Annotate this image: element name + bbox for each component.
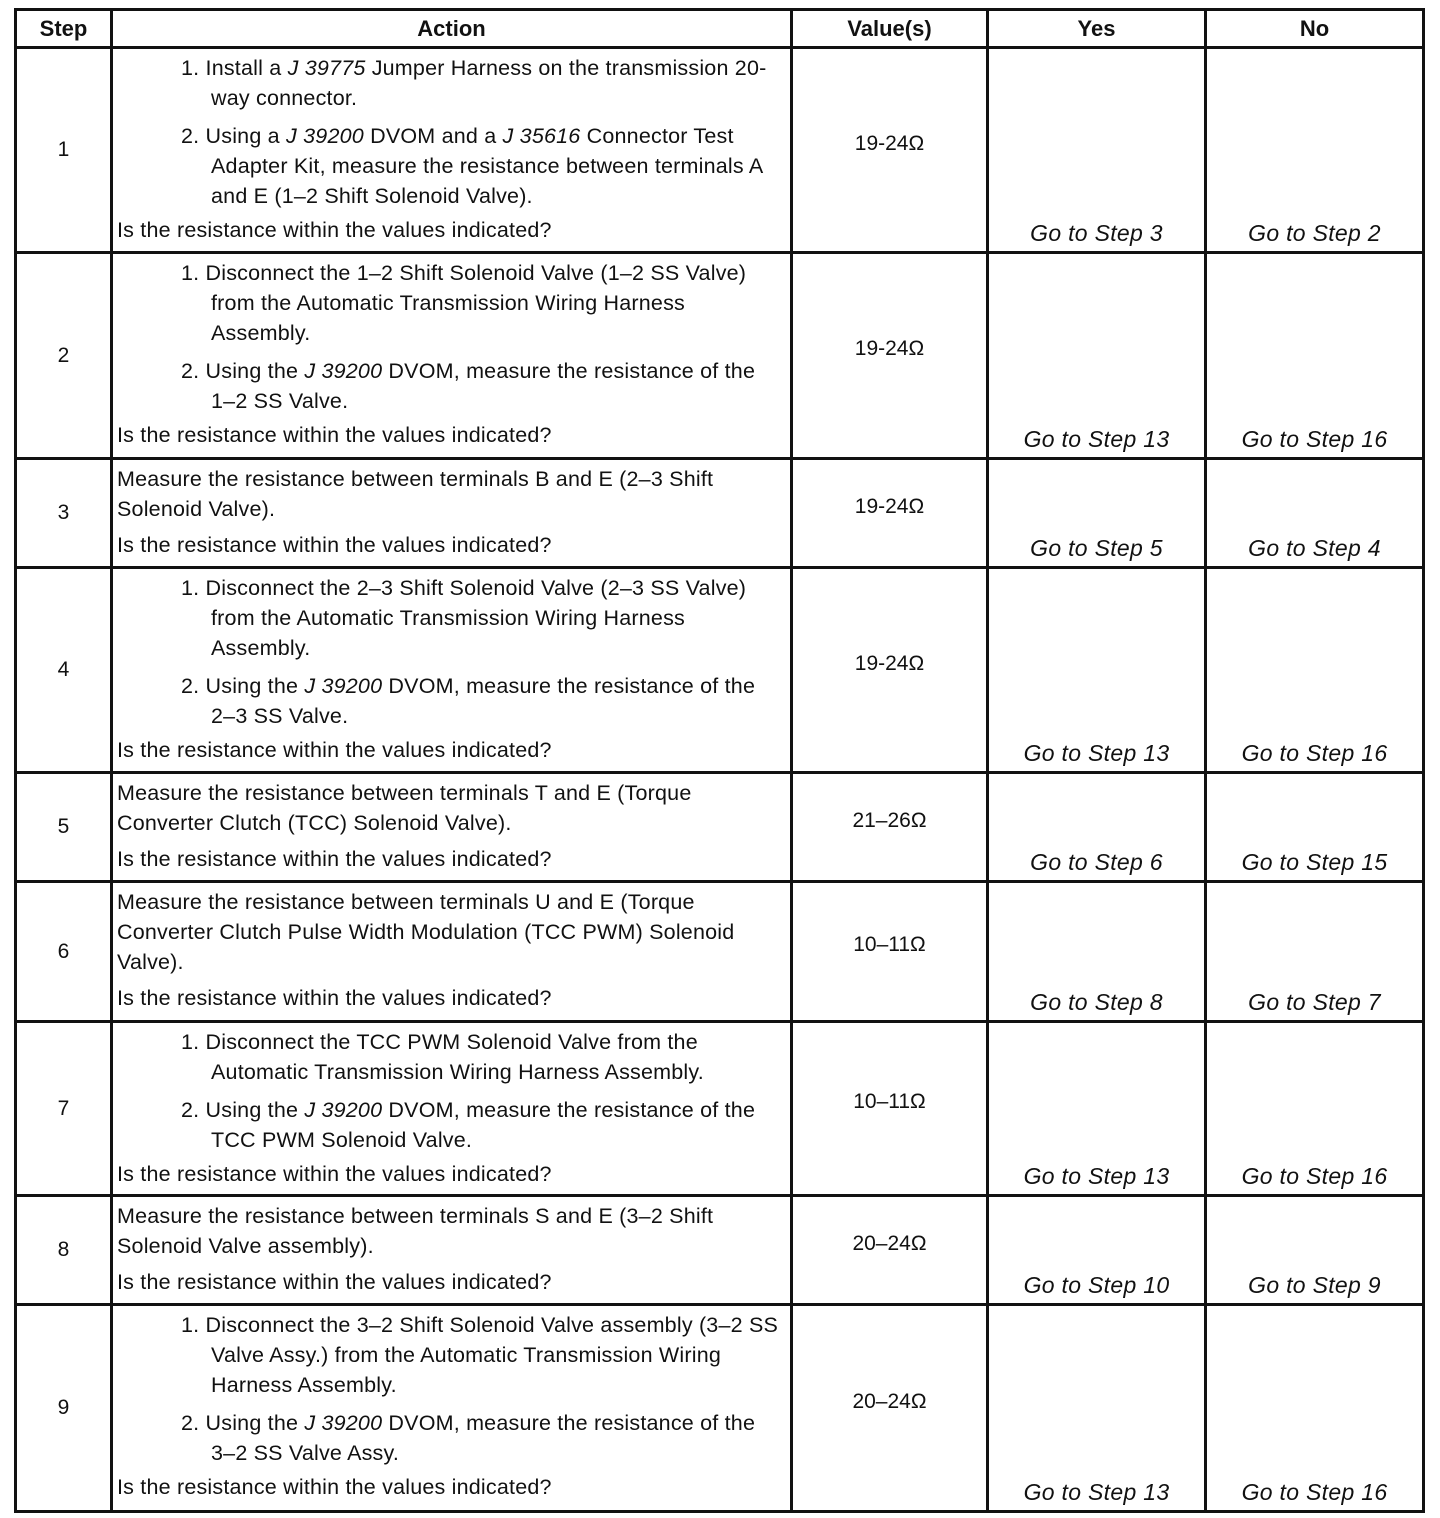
no-result: Go to Step 16 — [1206, 1305, 1424, 1512]
action-text: DVOM and a — [363, 124, 503, 148]
action-cell — [112, 568, 792, 773]
header-values: Value(s) — [792, 10, 988, 48]
resistance-value: 20–24Ω — [792, 1196, 988, 1305]
action-cell — [112, 1305, 792, 1512]
step-marker: 2. — [181, 1098, 206, 1122]
action-steps — [117, 53, 782, 211]
action-step-item — [181, 1310, 782, 1400]
yes-result: Go to Step 5 — [988, 459, 1206, 568]
yes-result: Go to Step 8 — [988, 882, 1206, 1022]
action-cell — [112, 1196, 792, 1305]
header-row — [16, 10, 1424, 48]
action-text: Install a — [205, 56, 288, 80]
no-result: Go to Step 2 — [1206, 48, 1424, 253]
resistance-value: 19-24Ω — [792, 459, 988, 568]
action-text: Using the — [205, 674, 305, 698]
action-text: Connector Test Adapter Kit, measure the resistance between terminals A and E (1–2 Shift Solenoid Valve). — [211, 124, 763, 208]
action-step-item — [181, 573, 782, 663]
step-marker: 2. — [181, 1411, 206, 1435]
table-row — [16, 568, 1424, 773]
step-marker: 1. — [181, 1030, 206, 1054]
tool-reference: J 35616 — [502, 124, 581, 148]
yes-result: Go to Step 13 — [988, 568, 1206, 773]
step-number: 9 — [16, 1305, 112, 1512]
resistance-value: 10–11Ω — [792, 882, 988, 1022]
yes-result: Go to Step 13 — [988, 1305, 1206, 1512]
action-instruction: Measure the resistance between terminals B and E (2–3 Shift Solenoid Valve). — [117, 467, 714, 521]
action-question: Is the resistance within the values indicated? — [117, 218, 552, 242]
step-marker: 2. — [181, 359, 206, 383]
table-row — [16, 882, 1424, 1022]
action-text: Using the — [205, 1411, 305, 1435]
step-number: 5 — [16, 773, 112, 882]
action-question: Is the resistance within the values indicated? — [117, 986, 552, 1010]
action-text: Using the — [205, 1098, 305, 1122]
tool-reference: J 39775 — [287, 56, 366, 80]
diagnostic-table — [14, 8, 1425, 1513]
no-result: Go to Step 9 — [1206, 1196, 1424, 1305]
no-result: Go to Step 16 — [1206, 568, 1424, 773]
yes-result: Go to Step 6 — [988, 773, 1206, 882]
action-text: Using the — [205, 359, 305, 383]
table-row — [16, 1022, 1424, 1196]
resistance-value: 19-24Ω — [792, 253, 988, 459]
step-number: 3 — [16, 459, 112, 568]
no-result: Go to Step 16 — [1206, 1022, 1424, 1196]
header-no: No — [1206, 10, 1424, 48]
action-question: Is the resistance within the values indicated? — [117, 1162, 552, 1186]
action-step-item — [181, 1027, 782, 1087]
action-cell — [112, 773, 792, 882]
header-yes: Yes — [988, 10, 1206, 48]
table-row — [16, 48, 1424, 253]
step-marker: 1. — [181, 56, 206, 80]
action-question: Is the resistance within the values indicated? — [117, 847, 552, 871]
no-result: Go to Step 16 — [1206, 253, 1424, 459]
tool-reference: J 39200 — [304, 359, 383, 383]
action-step-item — [181, 1408, 782, 1468]
action-text: Disconnect the 1–2 Shift Solenoid Valve (1–2 SS Valve) from the Automatic Transmission Wiring Harness Assembly. — [205, 261, 747, 345]
action-text: Disconnect the 3–2 Shift Solenoid Valve assembly (3–2 SS Valve Assy.) from the Automatic Transmission Wiring Harness Assembly. — [205, 1313, 779, 1397]
step-number: 7 — [16, 1022, 112, 1196]
action-instruction: Measure the resistance between terminals T and E (Torque Converter Clutch (TCC) Solenoid Valve). — [117, 781, 692, 835]
action-text: DVOM, measure the resistance of the TCC PWM Solenoid Valve. — [211, 1098, 756, 1152]
header-step: Step — [16, 10, 112, 48]
action-steps — [117, 1027, 782, 1155]
action-instruction: Measure the resistance between terminals U and E (Torque Converter Clutch Pulse Width Modulation (TCC PWM) Solenoid Valve). — [117, 890, 735, 974]
action-steps — [117, 573, 782, 731]
yes-result: Go to Step 13 — [988, 253, 1206, 459]
table-row — [16, 1305, 1424, 1512]
action-steps — [117, 258, 782, 416]
action-text: DVOM, measure the resistance of the 3–2 SS Valve Assy. — [211, 1411, 756, 1465]
step-number: 1 — [16, 48, 112, 253]
no-result: Go to Step 4 — [1206, 459, 1424, 568]
resistance-value: 10–11Ω — [792, 1022, 988, 1196]
action-text: DVOM, measure the resistance of the 1–2 SS Valve. — [211, 359, 756, 413]
action-question: Is the resistance within the values indicated? — [117, 423, 552, 447]
action-text: Disconnect the TCC PWM Solenoid Valve from the Automatic Transmission Wiring Harness Assembly. — [205, 1030, 704, 1084]
action-question: Is the resistance within the values indicated? — [117, 738, 552, 762]
step-marker: 1. — [181, 576, 206, 600]
action-cell — [112, 882, 792, 1022]
tool-reference: J 39200 — [304, 674, 383, 698]
action-text: Using a — [205, 124, 286, 148]
action-question: Is the resistance within the values indicated? — [117, 1270, 552, 1294]
step-marker: 1. — [181, 1313, 206, 1337]
action-instruction: Measure the resistance between terminals S and E (3–2 Shift Solenoid Valve assembly). — [117, 1204, 714, 1258]
step-number: 6 — [16, 882, 112, 1022]
action-step-item — [181, 53, 782, 113]
action-steps — [117, 1310, 782, 1468]
step-number: 2 — [16, 253, 112, 459]
action-step-item — [181, 671, 782, 731]
resistance-value: 19-24Ω — [792, 568, 988, 773]
table-row — [16, 1196, 1424, 1305]
step-marker: 1. — [181, 261, 206, 285]
action-cell — [112, 459, 792, 568]
step-number: 8 — [16, 1196, 112, 1305]
action-cell — [112, 253, 792, 459]
action-text: Jumper Harness on the transmission 20-way connector. — [211, 56, 767, 110]
resistance-value: 21–26Ω — [792, 773, 988, 882]
yes-result: Go to Step 3 — [988, 48, 1206, 253]
resistance-value: 20–24Ω — [792, 1305, 988, 1512]
tool-reference: J 39200 — [304, 1411, 383, 1435]
tool-reference: J 39200 — [304, 1098, 383, 1122]
step-number: 4 — [16, 568, 112, 773]
action-question: Is the resistance within the values indicated? — [117, 533, 552, 557]
no-result: Go to Step 7 — [1206, 882, 1424, 1022]
action-step-item — [181, 121, 782, 211]
action-text: DVOM, measure the resistance of the 2–3 SS Valve. — [211, 674, 756, 728]
tool-reference: J 39200 — [286, 124, 364, 148]
action-text: Disconnect the 2–3 Shift Solenoid Valve (2–3 SS Valve) from the Automatic Transmission Wiring Harness Assembly. — [205, 576, 747, 660]
table-row — [16, 459, 1424, 568]
action-question: Is the resistance within the values indicated? — [117, 1475, 552, 1499]
table-row — [16, 253, 1424, 459]
table-row — [16, 773, 1424, 882]
no-result: Go to Step 15 — [1206, 773, 1424, 882]
action-step-item — [181, 258, 782, 348]
step-marker: 2. — [181, 674, 206, 698]
action-cell — [112, 1022, 792, 1196]
step-marker: 2. — [181, 124, 206, 148]
action-cell — [112, 48, 792, 253]
action-step-item — [181, 356, 782, 416]
action-step-item — [181, 1095, 782, 1155]
yes-result: Go to Step 13 — [988, 1022, 1206, 1196]
header-action: Action — [112, 10, 792, 48]
yes-result: Go to Step 10 — [988, 1196, 1206, 1305]
resistance-value: 19-24Ω — [792, 48, 988, 253]
